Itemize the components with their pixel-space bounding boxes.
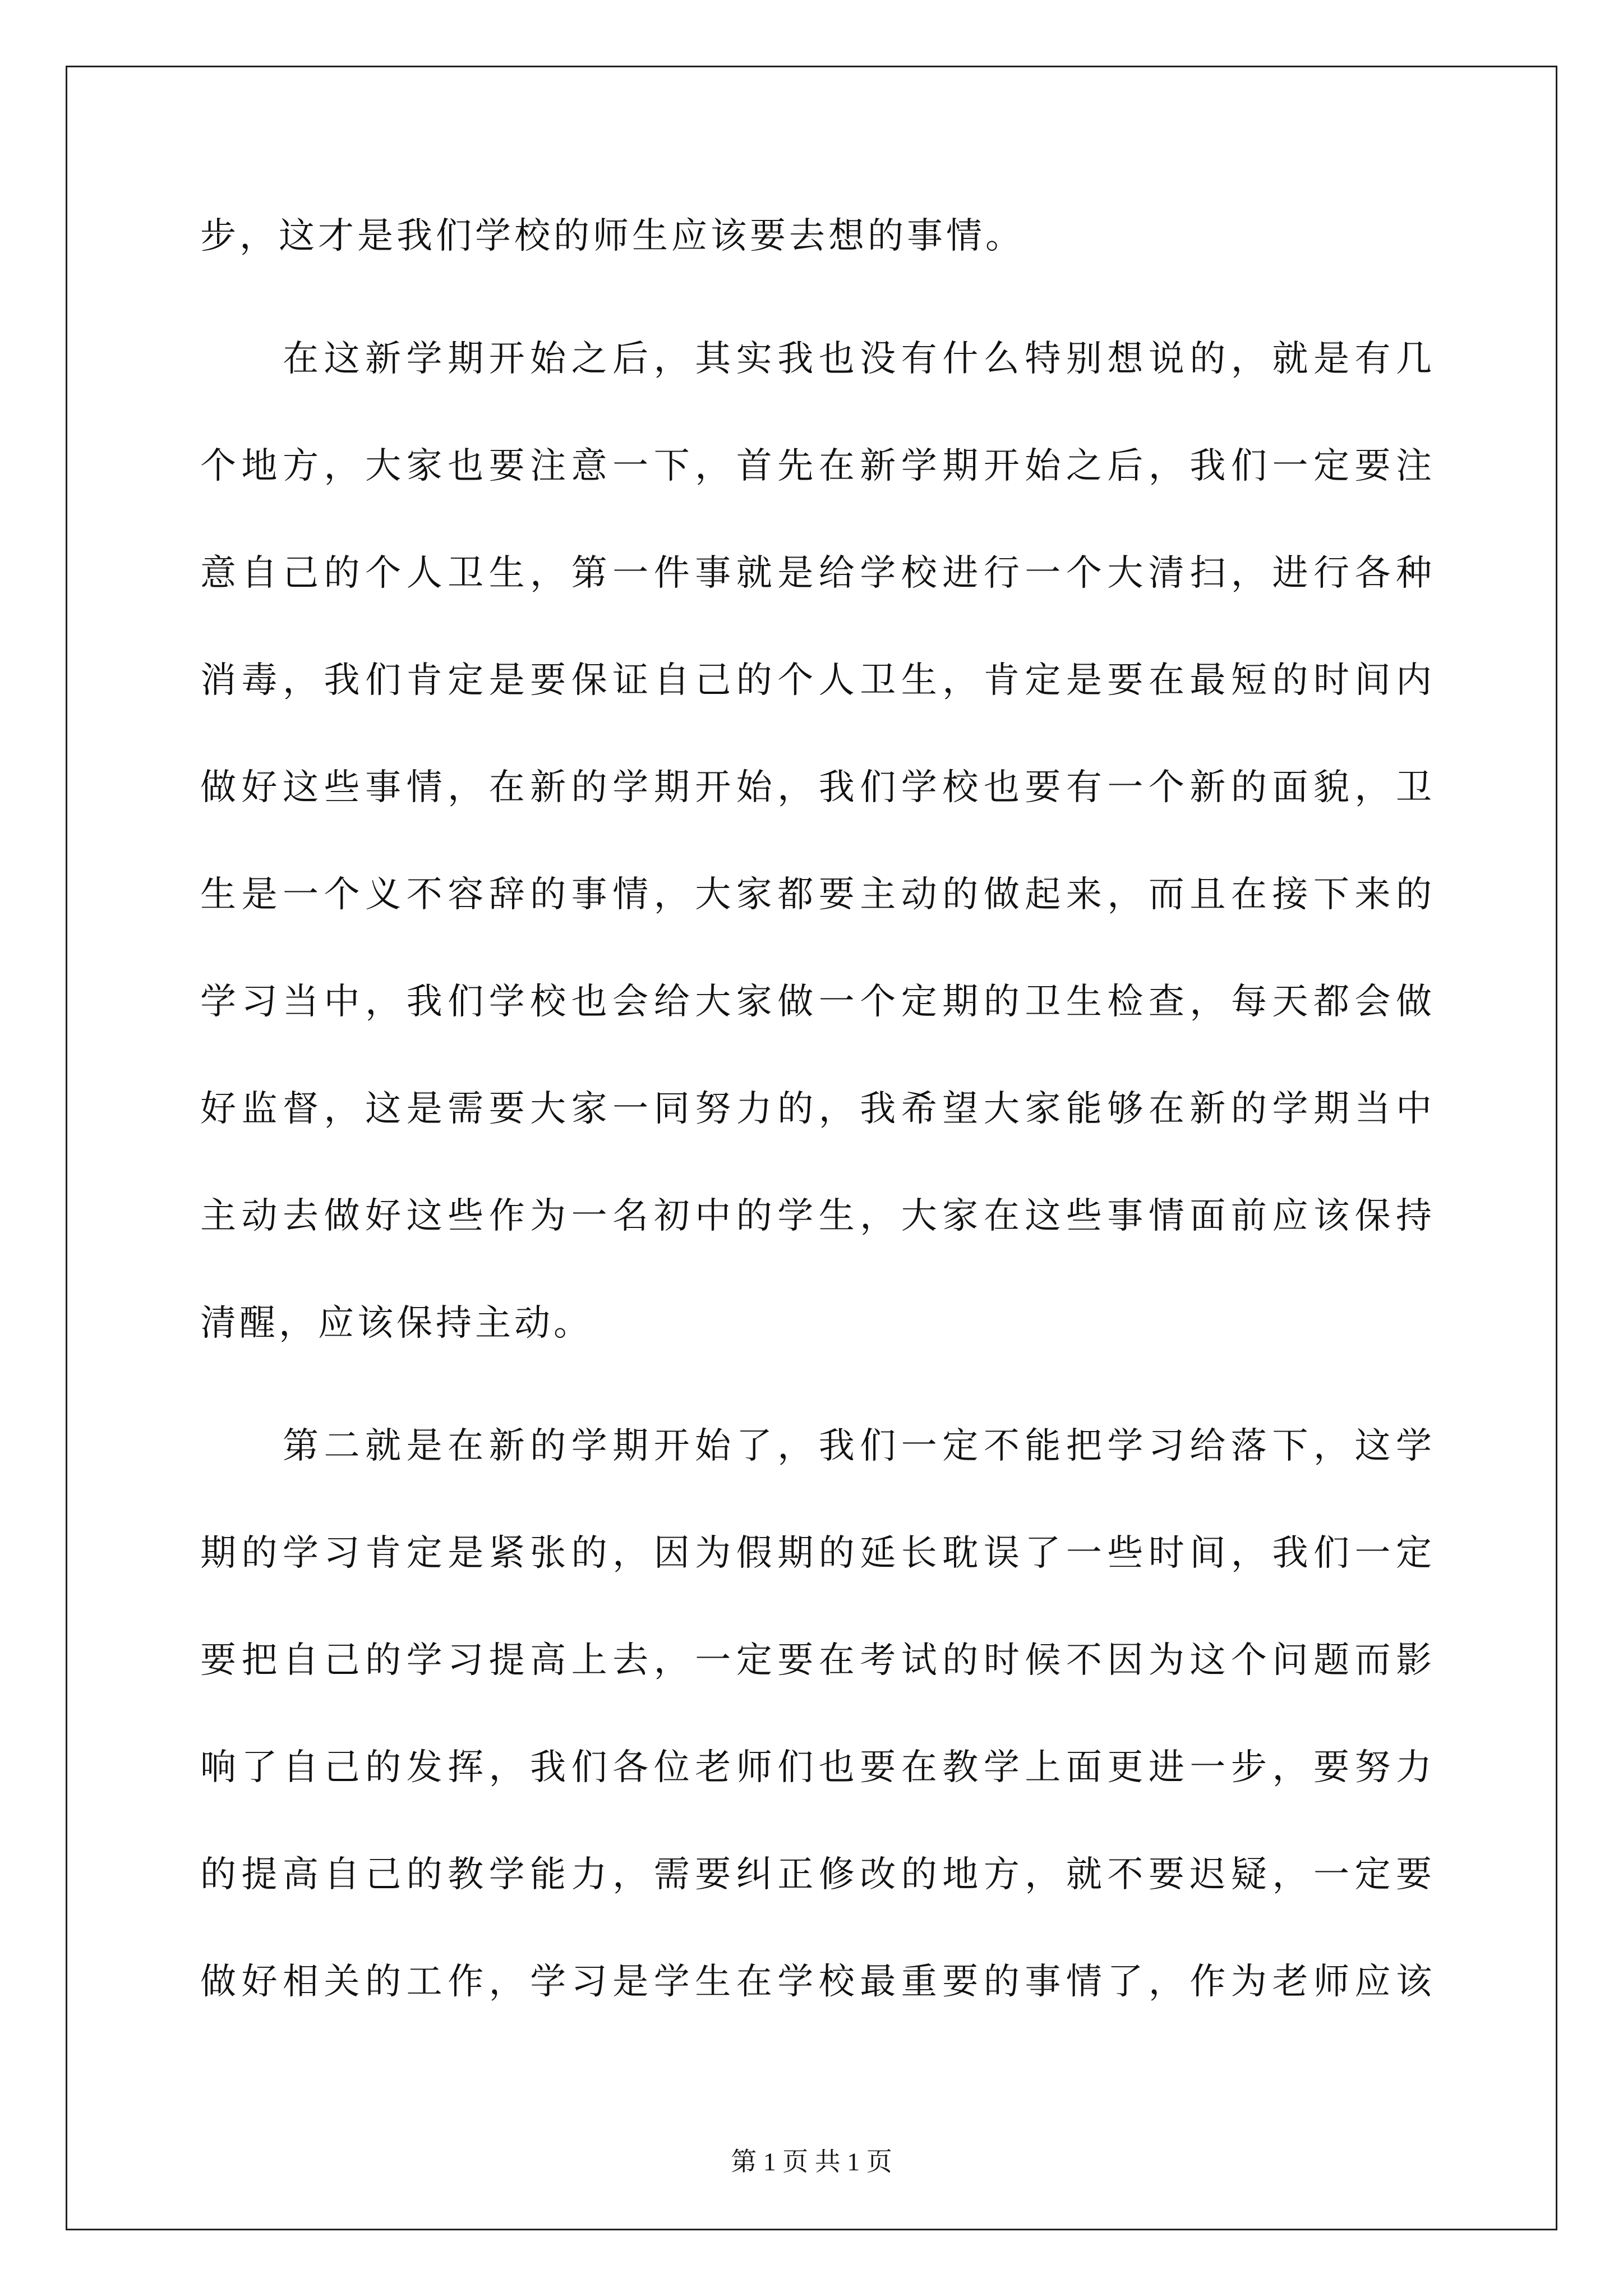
text-line: 学习当中，我们学校也会给大家做一个定期的卫生检查，每天都会做 [200, 981, 1432, 1023]
page-border [66, 66, 1557, 2230]
text-line: 在这新学期开始之后，其实我也没有什么特别想说的，就是有几 [283, 338, 1432, 380]
text-line: 要把自己的学习提高上去，一定要在考试的时候不因为这个问题而影 [200, 1640, 1432, 1681]
text-line: 期的学习肯定是紧张的，因为假期的延长耽误了一些时间，我们一定 [200, 1533, 1432, 1574]
page-number-footer: 第 1 页 共 1 页 [731, 2147, 892, 2176]
text-line: 个地方，大家也要注意一下，首先在新学期开始之后，我们一定要注 [200, 445, 1432, 487]
text-line: 清醒，应该保持主动。 [200, 1303, 593, 1344]
text-line: 响了自己的发挥，我们各位老师们也要在教学上面更进一步，要努力 [200, 1747, 1432, 1788]
text-line: 主动去做好这些作为一名初中的学生，大家在这些事情面前应该保持 [200, 1195, 1432, 1237]
text-line: 好监督，这是需要大家一同努力的，我希望大家能够在新的学期当中 [200, 1088, 1432, 1130]
text-line: 做好相关的工作，学习是学生在学校最重要的事情了，作为老师应该 [200, 1961, 1432, 2003]
text-line: 意自己的个人卫生，第一件事就是给学校进行一个大清扫，进行各种 [200, 553, 1432, 594]
text-line: 做好这些事情，在新的学期开始，我们学校也要有一个新的面貌，卫 [200, 767, 1432, 808]
text-line: 消毒，我们肯定是要保证自己的个人卫生，肯定是要在最短的时间内 [200, 660, 1432, 701]
text-line: 步，这才是我们学校的师生应该要去想的事情。 [200, 215, 1025, 257]
text-line: 第二就是在新的学期开始了，我们一定不能把学习给落下，这学 [283, 1425, 1432, 1467]
text-line: 的提高自己的教学能力，需要纠正修改的地方，就不要迟疑，一定要 [200, 1854, 1432, 1895]
text-line: 生是一个义不容辞的事情，大家都要主动的做起来，而且在接下来的 [200, 874, 1432, 915]
